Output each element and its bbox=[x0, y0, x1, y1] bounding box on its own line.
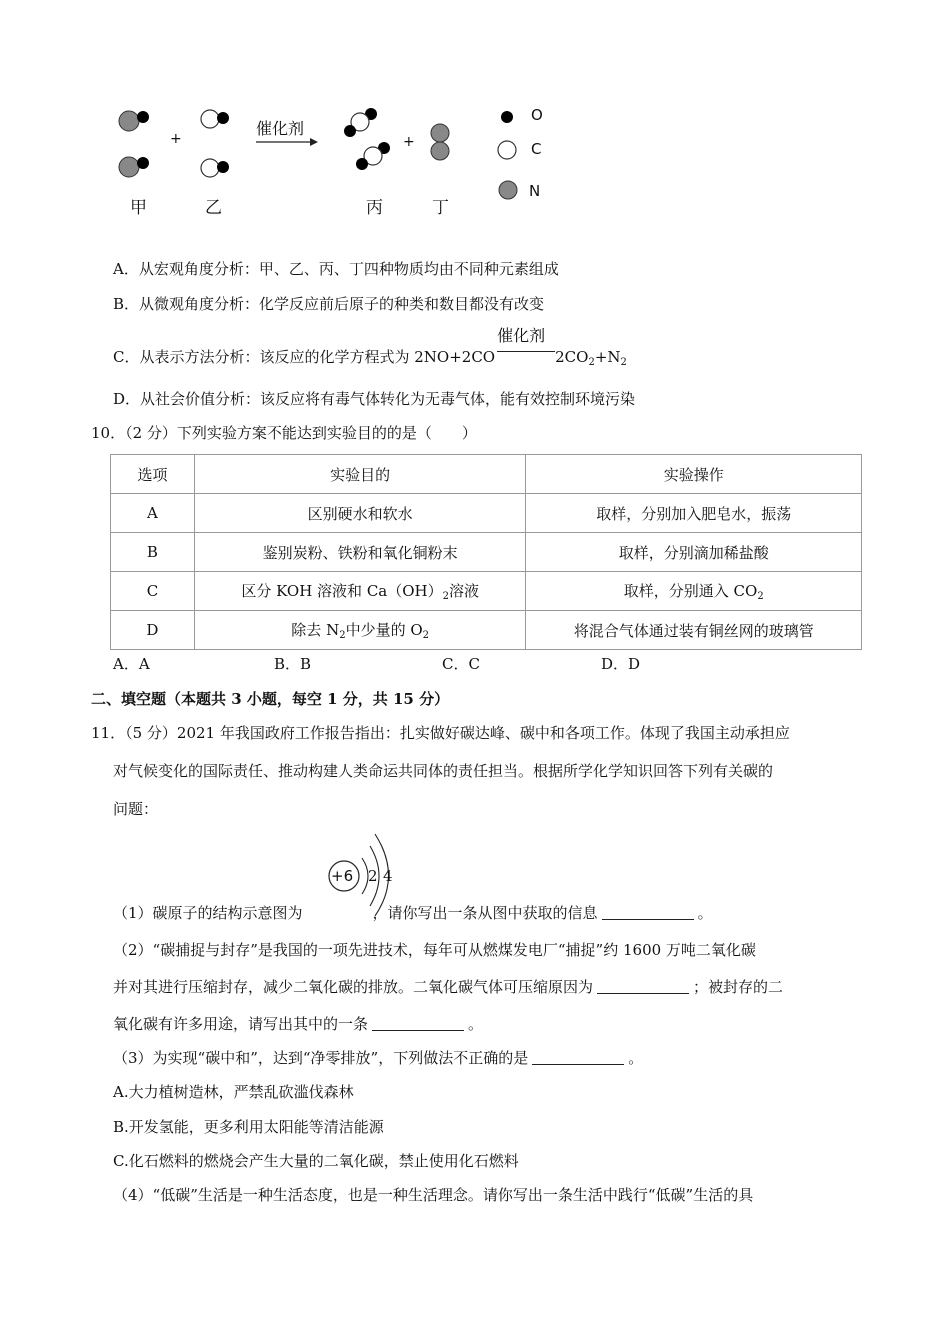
legend-o: O bbox=[531, 106, 543, 124]
q11-part2-line3 bbox=[113, 1014, 483, 1034]
answer-blank-3[interactable] bbox=[372, 1016, 464, 1031]
q11-stem-line3: 问题： bbox=[113, 800, 159, 818]
catalyst-arrow bbox=[495, 326, 555, 362]
answer-blank-1[interactable] bbox=[602, 905, 694, 920]
answer-blank-4[interactable] bbox=[532, 1050, 624, 1065]
q11-part3-option-a: A.大力植树造林，严禁乱砍滥伐森林 bbox=[113, 1083, 354, 1101]
q9-option-b: B．从微观角度分析：化学反应前后原子的种类和数目都没有改变 bbox=[113, 295, 545, 313]
q11-part1-a: （1）碳原子的结构示意图为 bbox=[113, 904, 303, 922]
row-b-operation: 取样，分别滴加稀盐酸 bbox=[526, 533, 862, 572]
q9-option-a: A．从宏观角度分析：甲、乙、丙、丁四种物质均由不同种元素组成 bbox=[113, 260, 559, 278]
atom-shell2: 4 bbox=[383, 867, 393, 885]
label-yi: 乙 bbox=[205, 198, 222, 218]
row-d-goal-sub2: 2 bbox=[422, 630, 430, 641]
q11-part4: （4）“低碳”生活是一种生活态度，也是一种生活理念。请你写出一条生活中践行“低碳”生活的具 bbox=[113, 1186, 754, 1204]
plus-sign-2: + bbox=[403, 134, 415, 150]
label-bing: 丙 bbox=[366, 198, 383, 218]
row-d-goal-b: 中少量的 O bbox=[345, 621, 423, 639]
catalyst-label: 催化剂 bbox=[256, 119, 305, 138]
legend-circles bbox=[498, 111, 517, 199]
q10-choice-d: D．D bbox=[601, 655, 641, 673]
row-c-operation-sub: 2 bbox=[757, 591, 764, 602]
q11-part1 bbox=[113, 903, 713, 923]
q11-part3 bbox=[113, 1048, 643, 1068]
row-d-goal-sub1: 2 bbox=[339, 630, 346, 641]
q10-choice-b: B．B bbox=[274, 655, 312, 673]
section-title: 二、填空题（本题共 3 小题，每空 1 分，共 15 分） bbox=[91, 690, 450, 708]
table-row bbox=[111, 494, 862, 533]
row-a-option: A bbox=[111, 494, 195, 533]
header-operation: 实验操作 bbox=[526, 455, 862, 494]
q11-stem-line2: 对气候变化的国际责任、推动构建人类命运共同体的责任担当。根据所学化学知识回答下列有关碳的 bbox=[113, 762, 774, 780]
q9-option-c-prefix: C．从表示方法分析：该反应的化学方程式为 2NO+2CO bbox=[113, 348, 496, 366]
row-d-operation: 将混合气体通过装有铜丝网的玻璃管 bbox=[526, 611, 862, 650]
q11-part2-line3-a: 氧化碳有许多用途，请写出其中的一条 bbox=[113, 1015, 369, 1033]
q10-stem: 10．（2 分）下列实验方案不能达到实验目的的是（ ） bbox=[91, 424, 477, 442]
label-jia: 甲 bbox=[130, 198, 147, 218]
q9-option-c bbox=[113, 326, 627, 373]
header-option: 选项 bbox=[111, 455, 195, 494]
molecule-bing bbox=[344, 108, 390, 170]
molecule-ding bbox=[431, 124, 449, 160]
q9-c-sub1: 2 bbox=[588, 357, 595, 368]
q9-c-product2: +N bbox=[594, 348, 621, 366]
row-a-goal: 区别硬水和软水 bbox=[194, 494, 526, 533]
q10-choice-c: C．C bbox=[442, 655, 480, 673]
row-d-goal bbox=[194, 611, 526, 650]
row-c-operation bbox=[526, 572, 862, 611]
molecule-jia bbox=[119, 111, 149, 177]
legend-c: C bbox=[531, 140, 542, 158]
q10-choice-a: A．A bbox=[113, 655, 150, 673]
catalyst-line bbox=[497, 351, 555, 352]
q11-part1-end: 。 bbox=[697, 904, 713, 922]
row-c-goal-b: 溶液 bbox=[449, 582, 480, 600]
q11-part2-line1: （2）“碳捕捉与封存”是我国的一项先进技术，每年可从燃煤发电厂“捕捉”约 1600 万吨二氧化碳 bbox=[113, 941, 756, 959]
q9-c-sub2: 2 bbox=[620, 357, 627, 368]
catalyst-text: 催化剂 bbox=[497, 326, 546, 345]
label-ding: 丁 bbox=[432, 198, 449, 218]
legend-n: N bbox=[529, 182, 541, 200]
table-header-row bbox=[111, 455, 862, 494]
q9-option-d: D．从社会价值分析：该反应将有毒气体转化为无毒气体，能有效控制环境污染 bbox=[113, 390, 636, 408]
atom-shell1: 2 bbox=[368, 867, 378, 885]
q11-part3-a: （3）为实现“碳中和”，达到“净零排放”，下列做法不正确的是 bbox=[113, 1049, 529, 1067]
table-row bbox=[111, 533, 862, 572]
row-d-option: D bbox=[111, 611, 195, 650]
plus-sign-1: + bbox=[170, 131, 182, 147]
table-row bbox=[111, 572, 862, 611]
table-row bbox=[111, 611, 862, 650]
row-a-operation: 取样，分别加入肥皂水，振荡 bbox=[526, 494, 862, 533]
q11-part2-line3-b: 。 bbox=[468, 1015, 484, 1033]
row-c-operation-a: 取样，分别通入 CO bbox=[623, 582, 758, 600]
q11-part1-b: ，请你写出一条从图中获取的信息 bbox=[372, 904, 598, 922]
q11-part2-line2 bbox=[113, 977, 783, 997]
row-c-option: C bbox=[111, 572, 195, 611]
q11-part3-b: 。 bbox=[628, 1049, 644, 1067]
atom-nucleus: +6 bbox=[331, 867, 354, 885]
molecule-yi bbox=[201, 110, 229, 177]
q10-table bbox=[110, 454, 862, 650]
q11-part3-option-c: C.化石燃料的燃烧会产生大量的二氧化碳，禁止使用化石燃料 bbox=[113, 1152, 519, 1170]
row-c-goal-a: 区分 KOH 溶液和 Ca（OH） bbox=[241, 582, 443, 600]
row-b-option: B bbox=[111, 533, 195, 572]
answer-blank-2[interactable] bbox=[597, 979, 689, 994]
header-goal: 实验目的 bbox=[194, 455, 526, 494]
q11-part3-option-b: B.开发氢能，更多利用太阳能等清洁能源 bbox=[113, 1118, 384, 1136]
row-c-goal-sub: 2 bbox=[442, 591, 449, 602]
row-b-goal: 鉴别炭粉、铁粉和氧化铜粉末 bbox=[194, 533, 526, 572]
q11-part2-line2-a: 并对其进行压缩封存，减少二氧化碳的排放。二氧化碳气体可压缩原因为 bbox=[113, 978, 594, 996]
q9-c-product1: 2CO bbox=[555, 348, 589, 366]
row-d-goal-a: 除去 N bbox=[291, 621, 340, 639]
q11-part2-line2-b: ；被封存的二 bbox=[693, 978, 784, 996]
q11-stem-line1: 11．（5 分）2021 年我国政府工作报告指出：扎实做好碳达峰、碳中和各项工作。体现了我国主动承担应 bbox=[91, 724, 790, 742]
row-c-goal bbox=[194, 572, 526, 611]
